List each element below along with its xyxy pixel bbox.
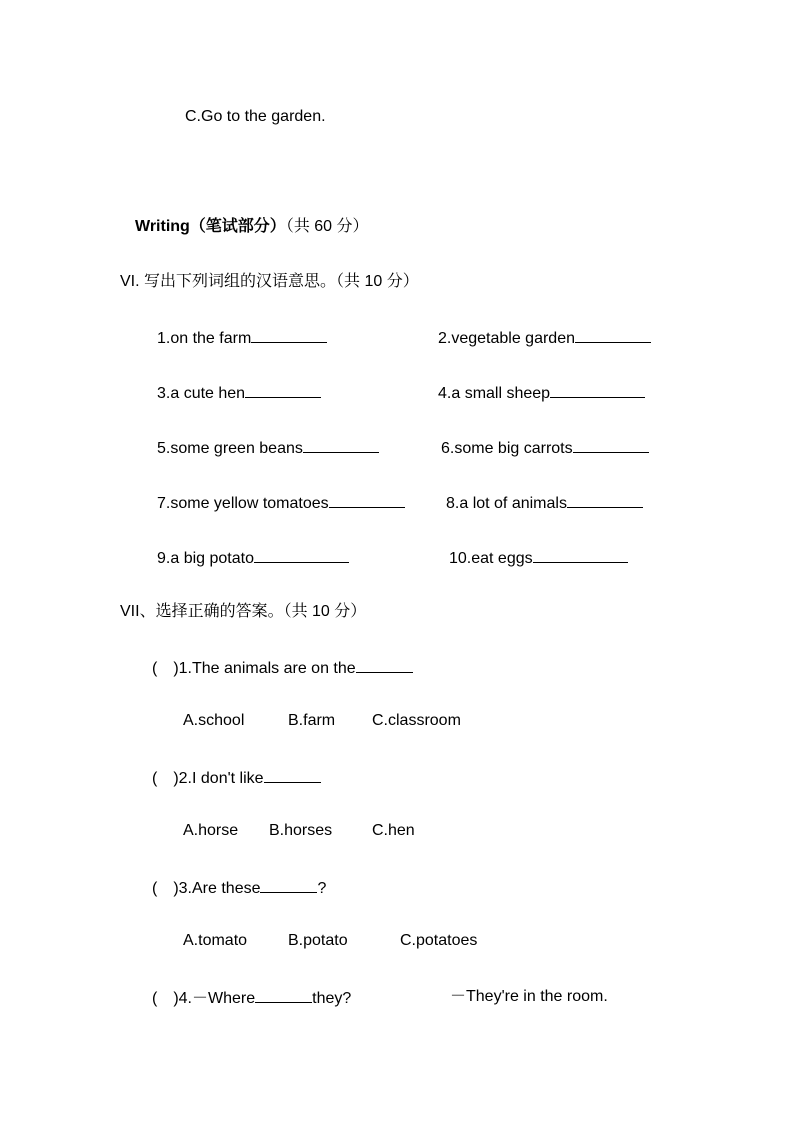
writing-header-points: （共 60 分） [285, 218, 369, 235]
answer-paren-open: ( [152, 990, 158, 1007]
answer-paren-open: ( [152, 770, 158, 787]
question-4-answer: －They're in the room. [450, 988, 608, 1005]
vocab-item-2 [438, 327, 651, 349]
vocab-item-6 [441, 437, 649, 459]
answer-blank[interactable] [251, 327, 327, 343]
writing-header-bold: Writing（笔试部分） [135, 218, 286, 235]
question-1-option-a[interactable]: A.school [183, 712, 245, 729]
question-3-option-a[interactable]: A.tomato [183, 932, 248, 949]
answer-blank[interactable] [567, 492, 643, 508]
question-1-option-c[interactable]: C.classroom [372, 712, 461, 729]
question-blank [255, 987, 312, 1003]
question-2-option-a[interactable]: A.horse [183, 822, 239, 839]
question-stem: )4.－Where [173, 990, 256, 1007]
question-stem: )2.I don't like [173, 770, 264, 787]
answer-blank[interactable] [573, 437, 649, 453]
answer-paren-open: ( [152, 660, 158, 677]
question-2-option-b[interactable]: B.horses [269, 822, 333, 839]
question-blank [260, 877, 317, 893]
question-stem-end: they? [312, 990, 352, 1007]
answer-blank[interactable] [550, 382, 645, 398]
writing-section-header [135, 217, 369, 237]
vocab-item-8 [446, 492, 643, 514]
question-4 [152, 987, 351, 1009]
vocab-item-text: 5.some green beans [157, 440, 303, 457]
vocab-item-5 [157, 437, 379, 459]
question-2 [152, 767, 321, 789]
answer-blank[interactable] [303, 437, 379, 453]
answer-blank[interactable] [575, 327, 651, 343]
section-vi-title: VI. 写出下列词组的汉语意思。（共 10 分） [120, 273, 419, 290]
answer-blank[interactable] [254, 547, 349, 563]
answer-blank[interactable] [245, 382, 321, 398]
vocab-item-10 [449, 547, 628, 569]
vocab-item-9 [157, 547, 349, 569]
question-2-option-c[interactable]: C.hen [372, 822, 415, 839]
question-stem: )3.Are these [173, 880, 261, 897]
answer-paren-open: ( [152, 880, 158, 897]
question-blank [356, 657, 413, 673]
vocab-item-4 [438, 382, 645, 404]
vocab-item-3 [157, 382, 321, 404]
question-blank [264, 767, 321, 783]
question-3-option-c[interactable]: C.potatoes [400, 932, 478, 949]
question-stem: )1.The animals are on the [173, 660, 356, 677]
option-c-go-to-garden: C.Go to the garden. [185, 108, 326, 125]
vocab-item-text: 10.eat eggs [449, 550, 533, 567]
question-3-option-b[interactable]: B.potato [288, 932, 348, 949]
vocab-item-text: 1.on the farm [157, 330, 252, 347]
vocab-item-text: 9.a big potato [157, 550, 254, 567]
vocab-item-text: 2.vegetable garden [438, 330, 575, 347]
vocab-item-text: 3.a cute hen [157, 385, 246, 402]
vocab-item-text: 7.some yellow tomatoes [157, 495, 329, 512]
question-3 [152, 877, 326, 899]
vocab-item-1 [157, 327, 327, 349]
section-vii-title: VII、选择正确的答案。（共 10 分） [120, 603, 367, 620]
vocab-item-text: 8.a lot of animals [446, 495, 567, 512]
vocab-item-7 [157, 492, 405, 514]
question-mark: ? [317, 880, 327, 897]
question-1-option-b[interactable]: B.farm [288, 712, 336, 729]
question-1 [152, 657, 413, 679]
answer-blank[interactable] [533, 547, 628, 563]
vocab-item-text: 6.some big carrots [441, 440, 573, 457]
vocab-item-text: 4.a small sheep [438, 385, 551, 402]
answer-blank[interactable] [329, 492, 405, 508]
